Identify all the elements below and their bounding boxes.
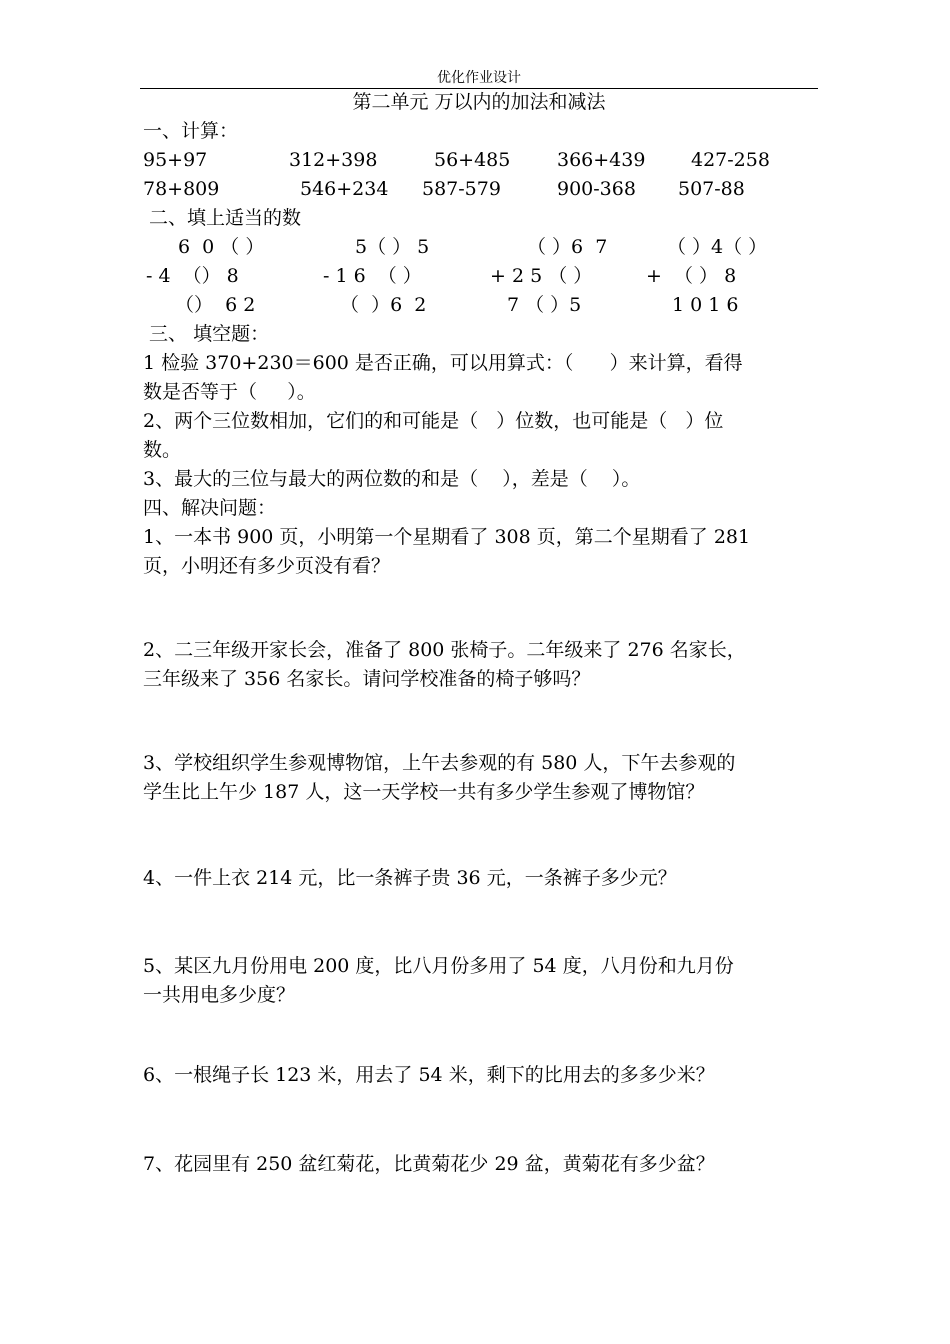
problem-5-cont: 一共用电多少度？ <box>143 984 296 1006</box>
fill-question-2: 2、两个三位数相加，它们的和可能是（ ）位数，也可能是（ ）位 <box>143 410 724 432</box>
vertical-calc-row2: + 2 5 （ ） <box>490 265 593 287</box>
calc-item: 900-368 <box>557 178 636 200</box>
vertical-calc-row3: 7 （ ）5 <box>507 294 582 316</box>
problem-6: 6、一根绳子长 123 米，用去了 54 米，剩下的比用去的多多少米？ <box>143 1064 715 1086</box>
calc-item: 366+439 <box>557 149 646 171</box>
calc-item: 587-579 <box>422 178 501 200</box>
calc-item: 507-88 <box>678 178 745 200</box>
problem-3-cont: 学生比上午少 187 人，这一天学校一共有多少学生参观了博物馆？ <box>143 781 705 803</box>
fill-question-1-cont: 数是否等于（ ）。 <box>143 381 316 403</box>
vertical-calc-row3: （ ）6 2 <box>340 294 427 316</box>
vertical-calc-row1: （ ）6 7 <box>527 236 608 258</box>
problem-1: 1、一本书 900 页，小明第一个星期看了 308 页，第二个星期看了 281 <box>143 526 751 548</box>
calc-item: 56+485 <box>434 149 511 171</box>
calc-item: 427-258 <box>691 149 770 171</box>
calc-item: 546+234 <box>300 178 389 200</box>
problem-5: 5、某区九月份用电 200 度，比八月份多用了 54 度，八月份和九月份 <box>143 955 734 977</box>
vertical-calc-row1: （ ）4（ ） <box>667 236 768 258</box>
problem-2: 2、二三年级开家长会，准备了 800 张椅子。二年级来了 276 名家长， <box>143 639 746 661</box>
fill-question-2-cont: 数。 <box>143 439 182 461</box>
vertical-calc-row1: 5（ ） 5 <box>355 236 430 258</box>
calc-item: 95+97 <box>143 149 208 171</box>
page-header: 优化作业设计 <box>437 70 521 86</box>
problem-1-cont: 页，小明还有多少页没有看？ <box>143 555 391 577</box>
vertical-calc-row2: + （ ） 8 <box>646 265 737 287</box>
calc-item: 78+809 <box>143 178 220 200</box>
fill-question-1: 1 检验 370+230＝600 是否正确，可以用算式：（ ）来计算，看得 <box>143 352 743 374</box>
vertical-calc-row1: 6 0 （ ） <box>178 236 265 258</box>
section3-heading: 三、 填空题： <box>143 323 270 345</box>
vertical-calc-row3: （） 6 2 <box>175 294 256 316</box>
section1-heading: 一、计算： <box>143 120 239 142</box>
problem-2-cont: 三年级来了 356 名家长。请问学校准备的椅子够吗？ <box>143 668 591 690</box>
calc-item: 312+398 <box>289 149 378 171</box>
problem-7: 7、花园里有 250 盆红菊花，比黄菊花少 29 盆，黄菊花有多少盆？ <box>143 1153 715 1175</box>
problem-3: 3、学校组织学生参观博物馆，上午去参观的有 580 人，下午去参观的 <box>143 752 736 774</box>
vertical-calc-row2: - 1 6 （ ） <box>323 265 422 287</box>
vertical-calc-row2: - 4 （） 8 <box>146 265 239 287</box>
problem-4: 4、一件上衣 214 元，比一条裤子贵 36 元，一条裤子多少元？ <box>143 867 677 889</box>
page-title: 第二单元 万以内的加法和减法 <box>352 91 606 113</box>
section2-heading: 二、填上适当的数 <box>143 207 302 229</box>
section4-heading: 四、解决问题： <box>143 497 277 519</box>
vertical-calc-row3: 1 0 1 6 <box>672 294 739 316</box>
fill-question-3: 3、最大的三位与最大的两位数的和是（ ），差是（ ）。 <box>143 468 641 490</box>
